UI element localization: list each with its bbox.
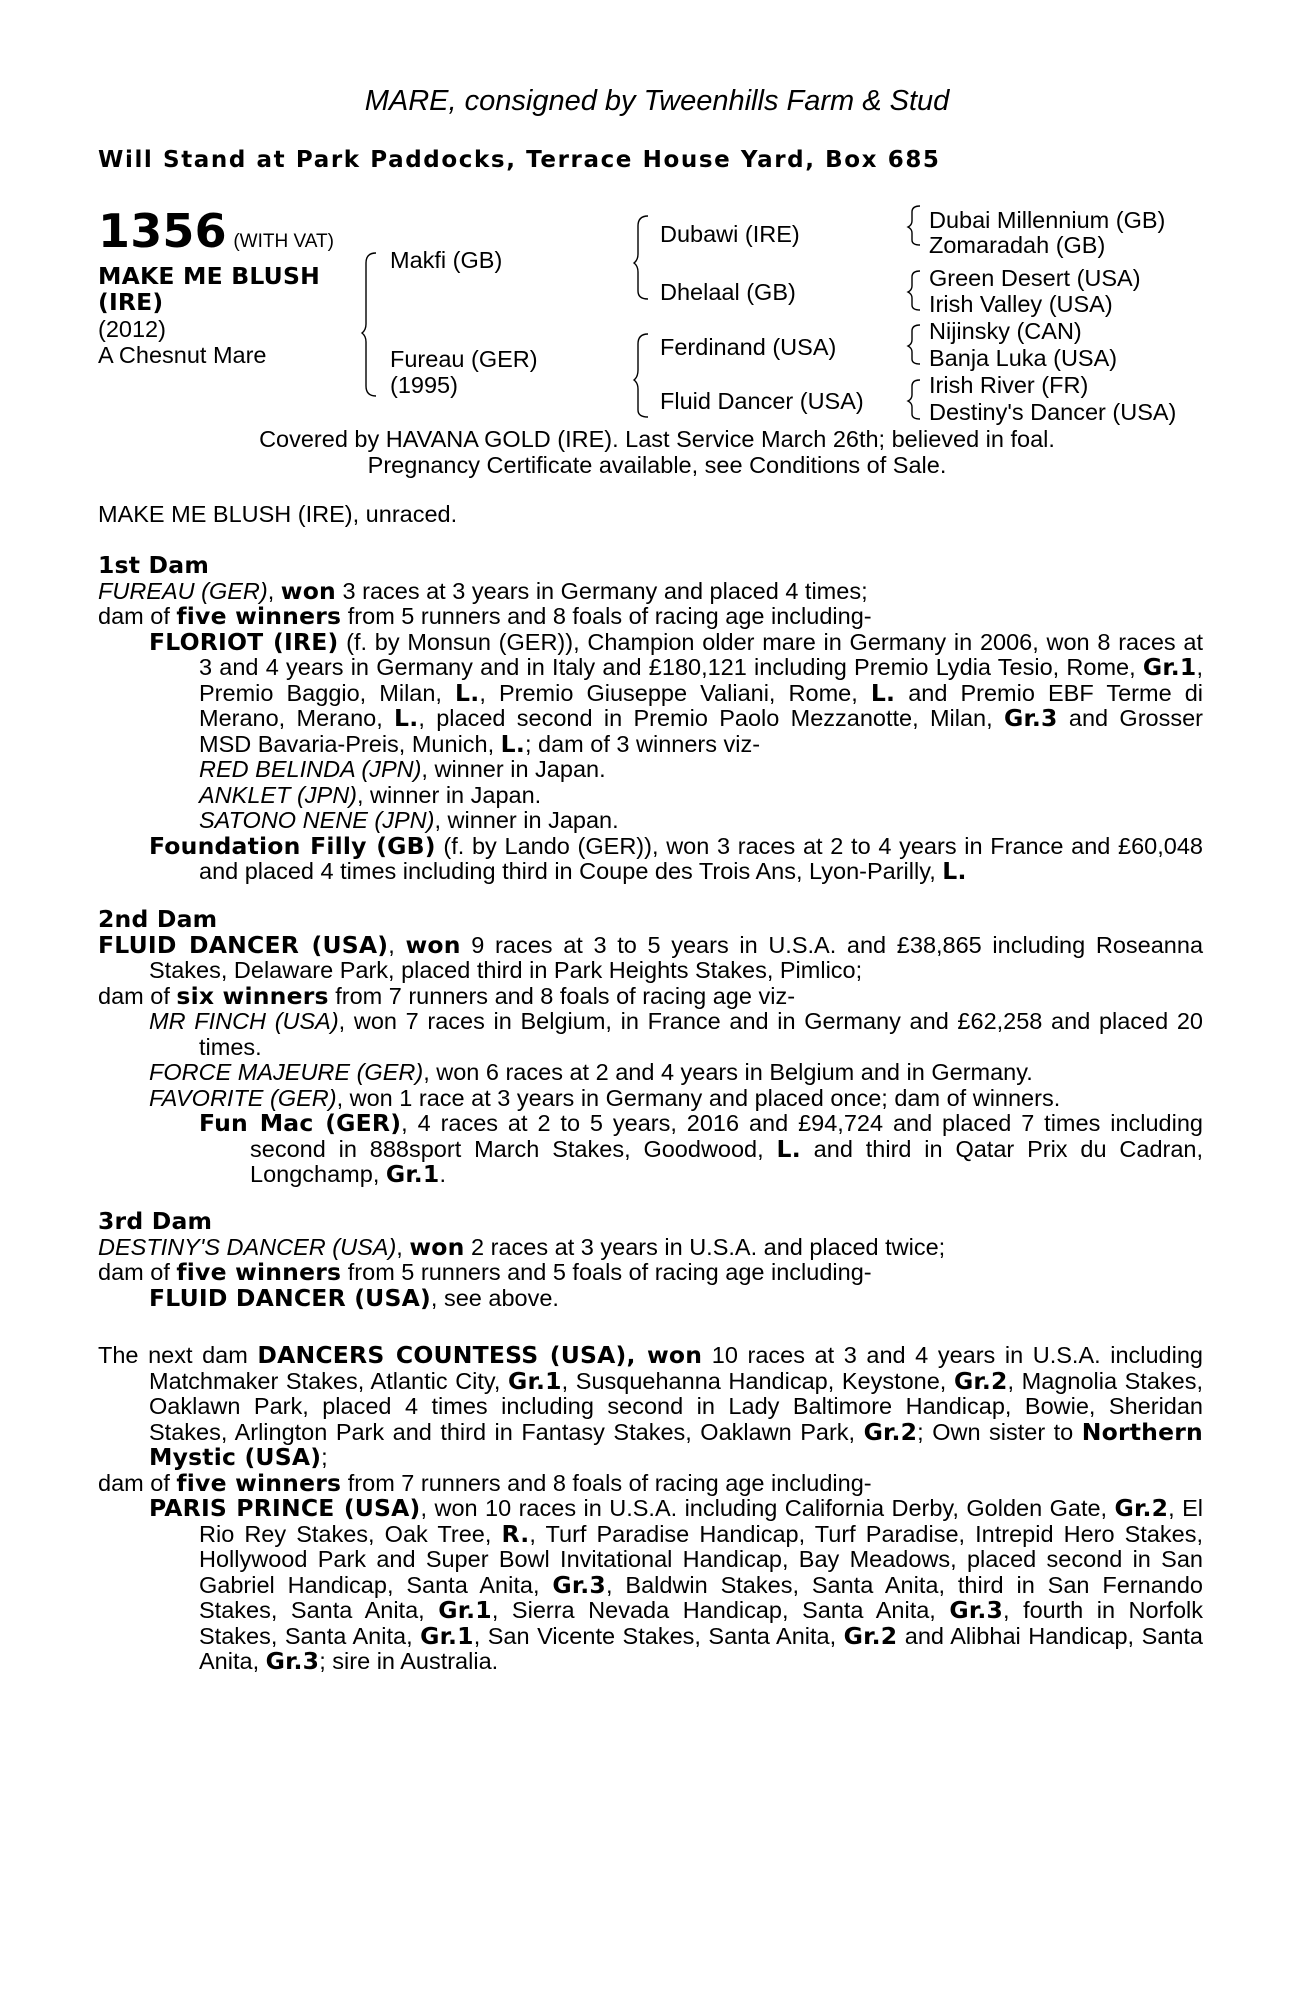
unraced-line: MAKE ME BLUSH (IRE), unraced. bbox=[98, 501, 458, 527]
pedigree-ggp: Banja Luka (USA) bbox=[929, 345, 1118, 371]
pedigree-sire: Makfi (GB) bbox=[390, 247, 503, 273]
dam-line: FUREAU (GER), won 3 races at 3 years in Germany and placed 4 times; bbox=[98, 576, 868, 605]
pedigree-ggp: Irish Valley (USA) bbox=[929, 291, 1113, 317]
horse-description: A Chesnut Mare bbox=[98, 342, 267, 368]
pedigree-ggp: Destiny's Dancer (USA) bbox=[929, 399, 1177, 425]
produce-record: RED BELINDA (JPN), winner in Japan. bbox=[199, 756, 606, 782]
produce-record: ANKLET (JPN), winner in Japan. bbox=[199, 781, 542, 808]
pedigree-ggp: Nijinsky (CAN) bbox=[929, 318, 1082, 344]
produce-line: dam of six winners from 7 runners and 8 foals of racing age viz- bbox=[98, 981, 796, 1010]
stand-location: Will Stand at Park Paddocks, Terrace House Yard, Box 685 bbox=[98, 147, 941, 173]
first-dam-section bbox=[98, 553, 1203, 885]
pedigree-dam-sire: Ferdinand (USA) bbox=[660, 334, 837, 360]
section-heading: 2nd Dam bbox=[98, 905, 218, 933]
dam-line: DESTINY'S DANCER (USA), won 2 races at 3 years in U.S.A. and placed twice; bbox=[98, 1232, 946, 1261]
pedigree-dam: Fureau (GER) bbox=[390, 346, 538, 372]
pedigree-ggp: Irish River (FR) bbox=[929, 372, 1089, 398]
pedigree-ggp: Green Desert (USA) bbox=[929, 265, 1141, 291]
pedigree-dam-dam: Fluid Dancer (USA) bbox=[660, 388, 864, 414]
produce-record: Foundation Filly (GB) (f. by Lando (GER)), won 3 races at 2 to 4 years in France and £60,048 and placed 4 times including third in Coupe des Trois Ans, Lyon-Parilly, L. bbox=[149, 831, 1203, 885]
dam-line: FLUID DANCER (USA), won 9 races at 3 to 5 years in U.S.A. and £38,865 including Roseanna Stakes, Delaware Park, placed third in Park Heights Stakes, Pimlico; bbox=[98, 930, 1204, 983]
brace-ggp-2 bbox=[908, 271, 920, 310]
second-dam-section bbox=[98, 907, 1203, 1188]
brace-ggp-1 bbox=[908, 206, 920, 245]
horse-origin: (IRE) bbox=[98, 288, 164, 316]
pregnancy-line: Pregnancy Certificate available, see Conditions of Sale. bbox=[367, 452, 947, 478]
produce-line: dam of five winners from 5 runners and 5 foals of racing age including- bbox=[98, 1258, 872, 1286]
produce-record: FAVORITE (GER), won 1 race at 3 years in Germany and placed once; dam of winners. bbox=[149, 1084, 1061, 1111]
lot-number: 1356 bbox=[98, 204, 227, 258]
brace-ggp-4 bbox=[908, 380, 920, 419]
produce-record: PARIS PRINCE (USA), won 10 races in U.S.A. including California Derby, Golden Gate, Gr.2, El Rio Rey Stakes, Oak Tree, R., Turf Paradise Handicap, Turf Paradise, Intrepid Hero Stakes, Hollywood Park and Super Bowl Invitational Handicap, Bay Meadows, placed second in San Gabriel Handicap, Santa Anita, Gr.3, Baldwin Stakes, Santa Anita, third in San Fernando Stakes, Santa Anita, Gr.1, Sierra Nevada Handicap, Santa Anita, Gr.3, fourth in Norfolk Stakes, Santa Anita, Gr.1, San Vicente Stakes, Santa Anita, Gr.2 and Alibhai Handicap, Santa Anita, Gr.3; sire in Australia. bbox=[149, 1494, 1204, 1675]
produce-record: MR FINCH (USA), won 7 races in Belgium, in France and in Germany and £62,258 and placed 20 times. bbox=[149, 1008, 1204, 1060]
pedigree-sire-dam: Dhelaal (GB) bbox=[660, 279, 796, 305]
produce-record: Fun Mac (GER), 4 races at 2 to 5 years, 2016 and £94,724 and placed 7 times including second in 888sport March Stakes, Goodwood, L. and third in Qatar Prix du Cadran, Longchamp, Gr.1. bbox=[199, 1109, 1204, 1188]
pedigree-ggp: Zomaradah (GB) bbox=[929, 232, 1106, 258]
produce-record: FORCE MAJEURE (GER), won 6 races at 2 and 4 years in Belgium and in Germany. bbox=[149, 1059, 1033, 1085]
covered-line: Covered by HAVANA GOLD (IRE). Last Service March 26th; believed in foal. bbox=[259, 426, 1055, 452]
page-title: MARE, consigned by Tweenhills Farm & Stud bbox=[364, 85, 950, 117]
pedigree-ggp: Dubai Millennium (GB) bbox=[929, 207, 1166, 233]
horse-name: MAKE ME BLUSH bbox=[98, 262, 320, 290]
covered-note bbox=[0, 426, 1314, 478]
vat-note: (WITH VAT) bbox=[233, 231, 334, 252]
pedigree-sire-sire: Dubawi (IRE) bbox=[660, 221, 800, 247]
produce-line: dam of five winners from 7 runners and 8 foals of racing age including- bbox=[98, 1468, 872, 1497]
third-dam-section bbox=[98, 1209, 1203, 1311]
produce-record: SATONO NENE (JPN), winner in Japan. bbox=[199, 807, 619, 833]
produce-line: dam of five winners from 5 runners and 8 foals of racing age including- bbox=[98, 602, 872, 630]
produce-record: FLORIOT (IRE) (f. by Monsun (GER)), Champion older mare in Germany in 2006, won 8 races at 3 and 4 years in Germany and in Italy and £180,121 including Premio Lydia Tesio, Rome, Gr.1, Premio Baggio, Milan, L., Premio Giuseppe Valiani, Rome, L. and Premio EBF Terme di Merano, Merano, L., placed second in Premio Paolo Mezzanotte, Milan, Gr.3 and Grosser MSD Bavaria-Preis, Munich, L.; dam of 3 winners viz- bbox=[149, 627, 1203, 758]
horse-year: (2012) bbox=[98, 316, 166, 342]
next-dam-section bbox=[98, 1343, 1203, 1675]
brace-sire-gp bbox=[634, 216, 648, 299]
produce-record: FLUID DANCER (USA), see above. bbox=[149, 1283, 559, 1312]
brace-ggp-3 bbox=[908, 325, 920, 364]
pedigree-dam-year: (1995) bbox=[390, 372, 458, 398]
section-heading: 3rd Dam bbox=[98, 1207, 213, 1235]
brace-dam-gp bbox=[634, 334, 648, 417]
section-heading: 1st Dam bbox=[98, 551, 210, 579]
dam-line: The next dam DANCERS COUNTESS (USA), won 10 races at 3 and 4 years in U.S.A. including Matchmaker Stakes, Atlantic City, Gr.1, Susquehanna Handicap, Keystone, Gr.2, Magnolia Stakes, Oaklawn Park, placed 4 times including second in Lady Baltimore Handicap, Bowie, Sheridan Stakes, Arlington Park and third in Fantasy Stakes, Oaklawn Park, Gr.2; Own sister to Northern Mystic (USA); bbox=[98, 1341, 1203, 1471]
brace-sire-dam bbox=[362, 253, 376, 396]
